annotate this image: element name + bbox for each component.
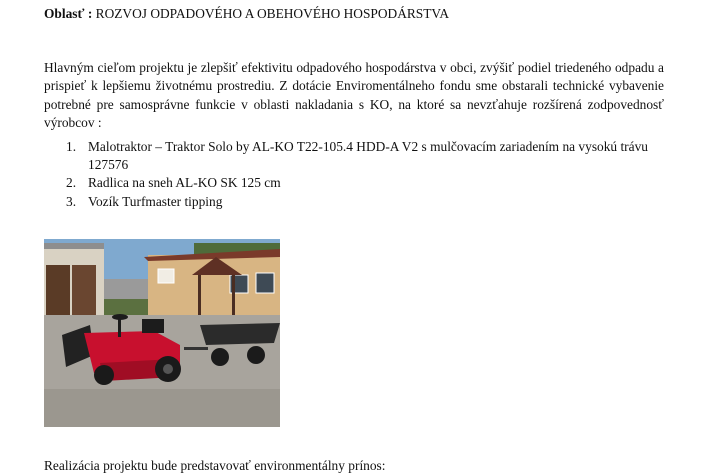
list-item-text: Radlica na sneh AL-KO SK 125 cm — [88, 175, 281, 191]
tractor-photo-illustration — [44, 239, 280, 427]
hedge — [104, 299, 148, 317]
garage-roof — [44, 243, 104, 249]
intro-paragraph — [44, 59, 664, 133]
steering-column — [118, 317, 121, 337]
garage-door-left — [46, 265, 70, 315]
list-item — [44, 193, 684, 211]
pavement-shadow — [44, 389, 280, 427]
list-item — [44, 174, 684, 192]
list-item — [44, 138, 684, 174]
intro-line: výrobcov : — [44, 115, 102, 131]
trailer-wheel — [247, 346, 265, 364]
trailer-body — [200, 323, 280, 345]
house-window — [256, 273, 274, 293]
house-window — [158, 269, 174, 283]
intro-line: prispieť k lepšiemu životnému prostrediu. Z dotácie Enviromentálneho fondu sme obstarali technické vybavenie — [44, 78, 664, 94]
trailer-hitch — [184, 347, 208, 350]
equipment-list — [44, 138, 684, 211]
garage-door-right — [72, 265, 96, 315]
heading-title: ROZVOJ ODPADOVÉHO A OBEHOVÉHO HOSPODÁRSTVA — [95, 6, 450, 21]
trailer-wheel — [211, 348, 229, 366]
list-item-number: 1. — [66, 139, 77, 154]
tractor-photo — [44, 239, 280, 427]
porch-post — [232, 275, 235, 315]
list-item-number: 3. — [66, 193, 77, 209]
tractor-front-wheel — [94, 365, 114, 385]
section-heading — [44, 5, 449, 22]
tractor-seat — [142, 319, 164, 333]
intro-line: potrebné pre samosprávne funkcie v oblasti nakladania s KO, na ktoré sa nevzťahuje rozšírená zodpovednosť — [44, 96, 664, 112]
list-item-text: 127576 — [88, 157, 129, 173]
list-item-number: 2. — [66, 175, 77, 191]
benefits-intro: Realizácia projektu bude predstavovať environmentálny prínos: — [44, 458, 386, 473]
list-item-text: Vozík Turfmaster tipping — [88, 193, 223, 209]
heading-label: Oblasť : — [44, 6, 93, 21]
intro-line: Hlavným cieľom projektu je zlepšiť efektivitu odpadového hospodárstva v obci, zvýšiť podiel triedeného odpadu a — [44, 60, 664, 75]
porch-post — [198, 275, 201, 315]
list-item-text: Malotraktor – Traktor Solo by AL-KO T22-105.4 HDD-A V2 s mulčovacím zariadením na vysokú trávu — [88, 139, 648, 154]
wheel-hub — [163, 364, 173, 374]
steering-wheel — [112, 314, 128, 320]
